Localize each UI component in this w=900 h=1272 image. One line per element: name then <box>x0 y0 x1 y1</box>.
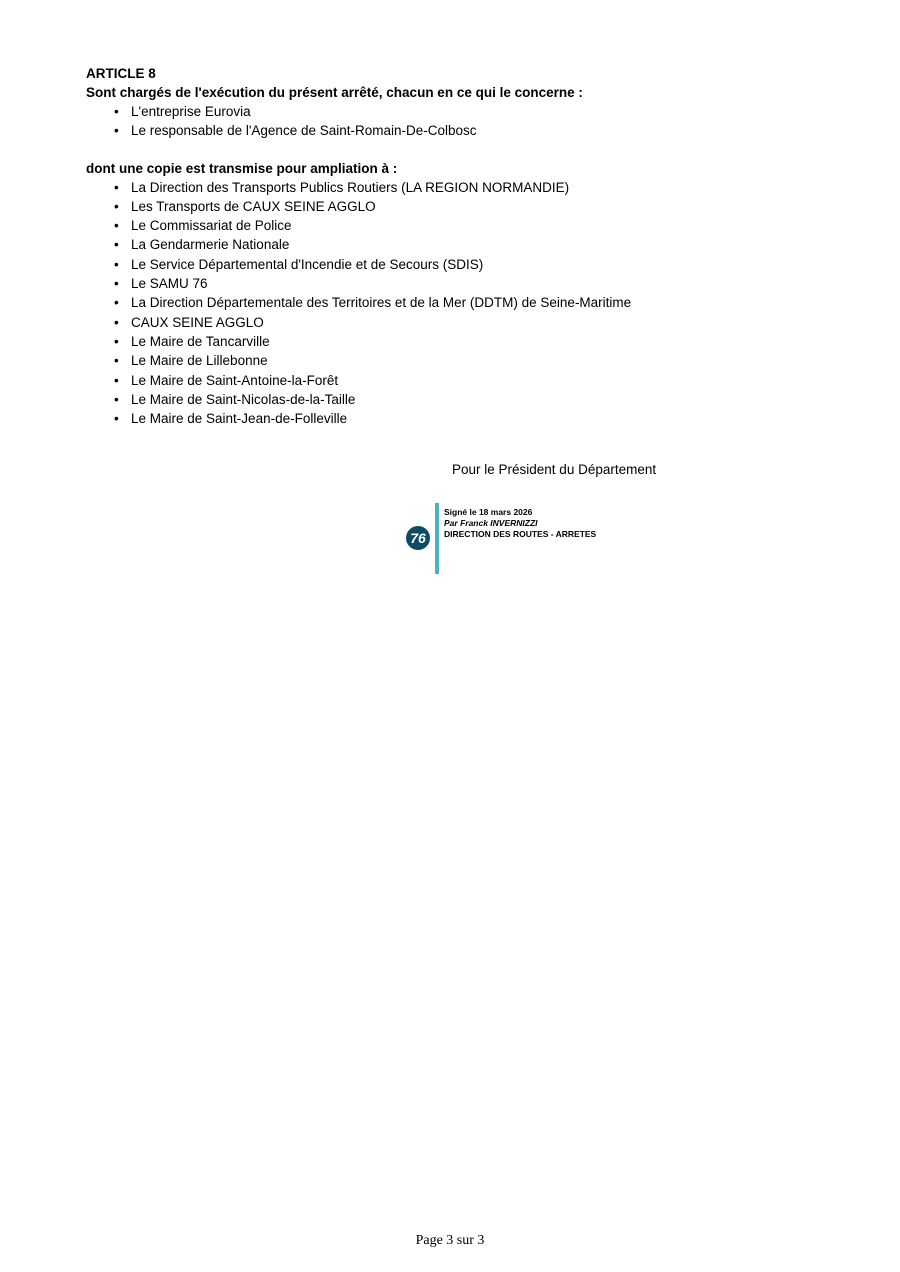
logo-text: 76 <box>410 530 426 546</box>
list-item: • Le Maire de Lillebonne <box>114 353 268 369</box>
list-item: • Le Commissariat de Police <box>114 218 292 234</box>
list-item: • Le Maire de Saint-Jean-de-Folleville <box>114 411 348 427</box>
executors-list <box>86 102 846 141</box>
list-item: • Le responsable de l'Agence de Saint-Romain-De-Colbosc <box>114 123 477 139</box>
list-item: • Le Maire de Tancarville <box>114 333 270 349</box>
copy-heading: dont une copie est transmise pour ampliation à : <box>86 160 398 176</box>
executors-heading: Sont chargés de l'exécution du présent arrêté, chacun en ce qui le concerne : <box>86 85 583 100</box>
list-item: • L'entreprise Eurovia <box>114 104 251 119</box>
list-item: • Le Maire de Saint-Nicolas-de-la-Taille <box>114 391 356 407</box>
list-item: • CAUX SEINE AGGLO <box>114 314 264 330</box>
article-title: ARTICLE 8 <box>86 66 156 81</box>
recipients-list <box>86 178 846 429</box>
list-item: • Le Service Départemental d'Incendie et de Secours (SDIS) <box>114 256 484 272</box>
stamp-bar <box>435 503 439 574</box>
signature-on-behalf: Pour le Président du Département <box>452 462 657 477</box>
department-76-logo-icon <box>406 526 430 550</box>
stamp-signed-by: Par Franck INVERNIZZI <box>444 518 538 528</box>
list-item: • Le Maire de Saint-Antoine-la-Forêt <box>114 372 339 388</box>
page-footer: Page 3 sur 3 <box>415 1233 485 1248</box>
document-body <box>86 64 846 428</box>
stamp-department: DIRECTION DES ROUTES - ARRETES <box>444 529 597 539</box>
list-item: • La Direction des Transports Publics Routiers (LA REGION NORMANDIE) <box>114 179 570 195</box>
stamp-signed-on: Signé le 18 mars 2026 <box>444 507 533 517</box>
stamp-text <box>444 503 596 540</box>
list-item: • Les Transports de CAUX SEINE AGGLO <box>114 198 376 214</box>
list-item: • La Direction Départementale des Territoires et de la Mer (DDTM) de Seine-Maritime <box>114 295 632 311</box>
signature-stamp <box>406 503 596 574</box>
list-item: • Le SAMU 76 <box>114 276 208 292</box>
list-item: • La Gendarmerie Nationale <box>114 237 290 253</box>
